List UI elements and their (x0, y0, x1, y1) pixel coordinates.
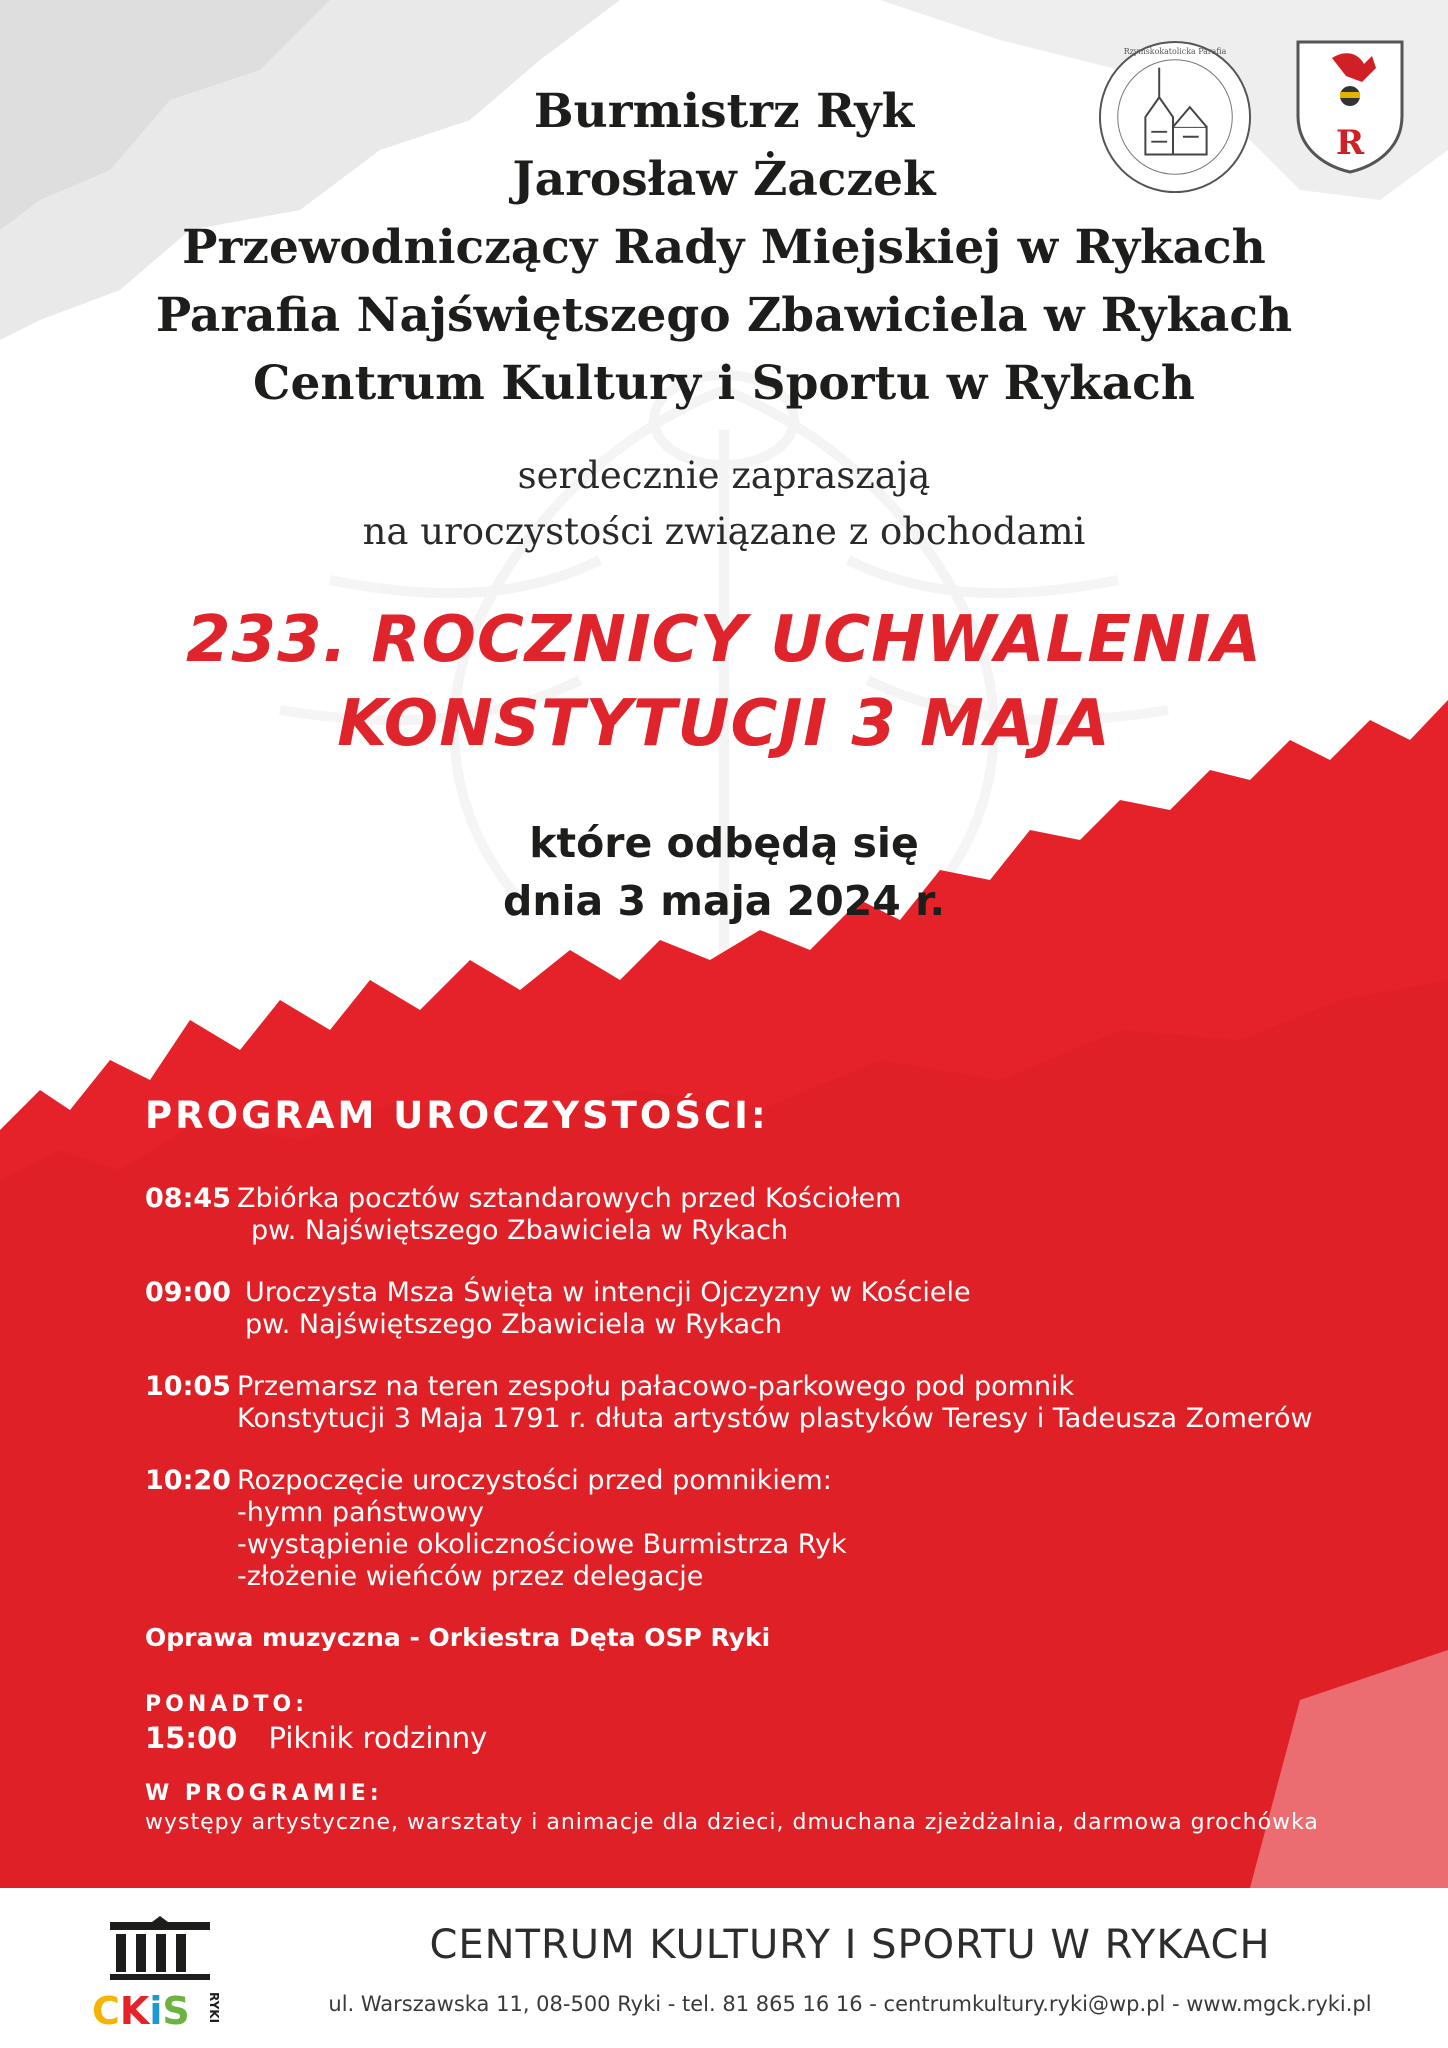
event-date (0, 814, 1448, 930)
building-icon (110, 1916, 210, 1980)
description-line: pw. Najświętszego Zbawiciela w Rykach (245, 1309, 783, 1340)
w-programie-label: W PROGRAMIE: (145, 1781, 383, 1806)
description-line: -złożenie wieńców przez delegacje (237, 1561, 704, 1592)
svg-text:RYKI: RYKI (207, 1992, 221, 2024)
invitation-line: serdecznie zapraszają (517, 454, 931, 497)
footer-contact: ul. Warszawska 11, 08-500 Ryki - tel. 81 865 16 16 - centrumkultury.ryki@wp.pl - www.mgck.ryki.pl (328, 1992, 1372, 2016)
program-description (237, 1277, 971, 1341)
music-note: Oprawa muzyczna - Orkiestra Dęta OSP Ryki (145, 1623, 771, 1652)
program-description (237, 1371, 1313, 1435)
description-line: Uroczysta Msza Święta w intencji Ojczyzny w Kościele (245, 1277, 971, 1308)
headline-line: KONSTYTUCJI 3 MAJA (337, 687, 1111, 761)
ponadto-label: PONADTO: (145, 1692, 309, 1717)
description-line: Rozpoczęcie uroczystości przed pomnikiem: (237, 1465, 832, 1496)
program-item (145, 1277, 1405, 1341)
program-item (145, 1183, 1405, 1247)
description-line: Przemarsz na teren zespołu pałacowo-parkowego pod pomnik (237, 1371, 1075, 1402)
footer (0, 1888, 1448, 2048)
organizer-line: Jarosław Żaczek (512, 152, 936, 207)
ponadto-time: 15:00 (145, 1721, 238, 1755)
invitation-line: na uroczystości związane z obchodami (362, 510, 1086, 553)
organizer-line: Burmistrz Ryk (533, 84, 915, 139)
description-line: pw. Najświętszego Zbawiciela w Rykach (251, 1215, 789, 1246)
date-line: dnia 3 maja 2024 r. (502, 877, 946, 925)
program-section (145, 1094, 1405, 1835)
program-description (237, 1465, 847, 1593)
organizer-line: Przewodniczący Rady Miejskiej w Rykach (182, 220, 1266, 275)
event-headline (0, 598, 1448, 766)
invitation-text (0, 448, 1448, 560)
svg-text:CKiS: CKiS (92, 1989, 190, 2033)
organizer-line: Parafia Najświętszego Zbawiciela w Rykach (155, 288, 1293, 343)
headline-line: 233. ROCZNICY UCHWALENIA (186, 603, 1262, 677)
program-item (145, 1371, 1405, 1435)
program-time: 10:20 (145, 1465, 231, 1496)
date-line: które odbędą się (529, 819, 919, 867)
ponadto-row (145, 1721, 1405, 1755)
description-line: -wystąpienie okolicznościowe Burmistrza Ryk (237, 1529, 847, 1560)
program-time: 10:05 (145, 1371, 231, 1402)
description-line: Zbiórka pocztów sztandarowych przed Kościołem (237, 1183, 902, 1214)
organizer-line: Centrum Kultury i Sportu w Rykach (253, 356, 1195, 411)
program-item (145, 1465, 1405, 1593)
ckis-logo (90, 1916, 222, 2036)
w-programie-text: występy artystyczne, warsztaty i animacje dla dzieci, dmuchana zjeżdżalnia, darmowa grochówka (145, 1810, 1319, 1835)
program-title: PROGRAM UROCZYSTOŚCI: (145, 1094, 769, 1137)
description-line: Konstytucji 3 Maja 1791 r. dłuta artystów plastyków Teresy i Tadeusza Zomerów (237, 1403, 1313, 1434)
ponadto-event: Piknik rodzinny (268, 1721, 488, 1755)
program-description (237, 1183, 901, 1247)
program-time: 08:45 (145, 1183, 231, 1214)
footer-title: CENTRUM KULTURY I SPORTU W RYKACH (429, 1922, 1271, 1968)
svg-text:Rzymskokatolicka Parafia: Rzymskokatolicka Parafia (1123, 46, 1227, 56)
program-time: 09:00 (145, 1277, 231, 1308)
description-line: -hymn państwowy (237, 1497, 484, 1528)
svg-text:R: R (1335, 123, 1365, 163)
organizers-block (0, 78, 1448, 418)
